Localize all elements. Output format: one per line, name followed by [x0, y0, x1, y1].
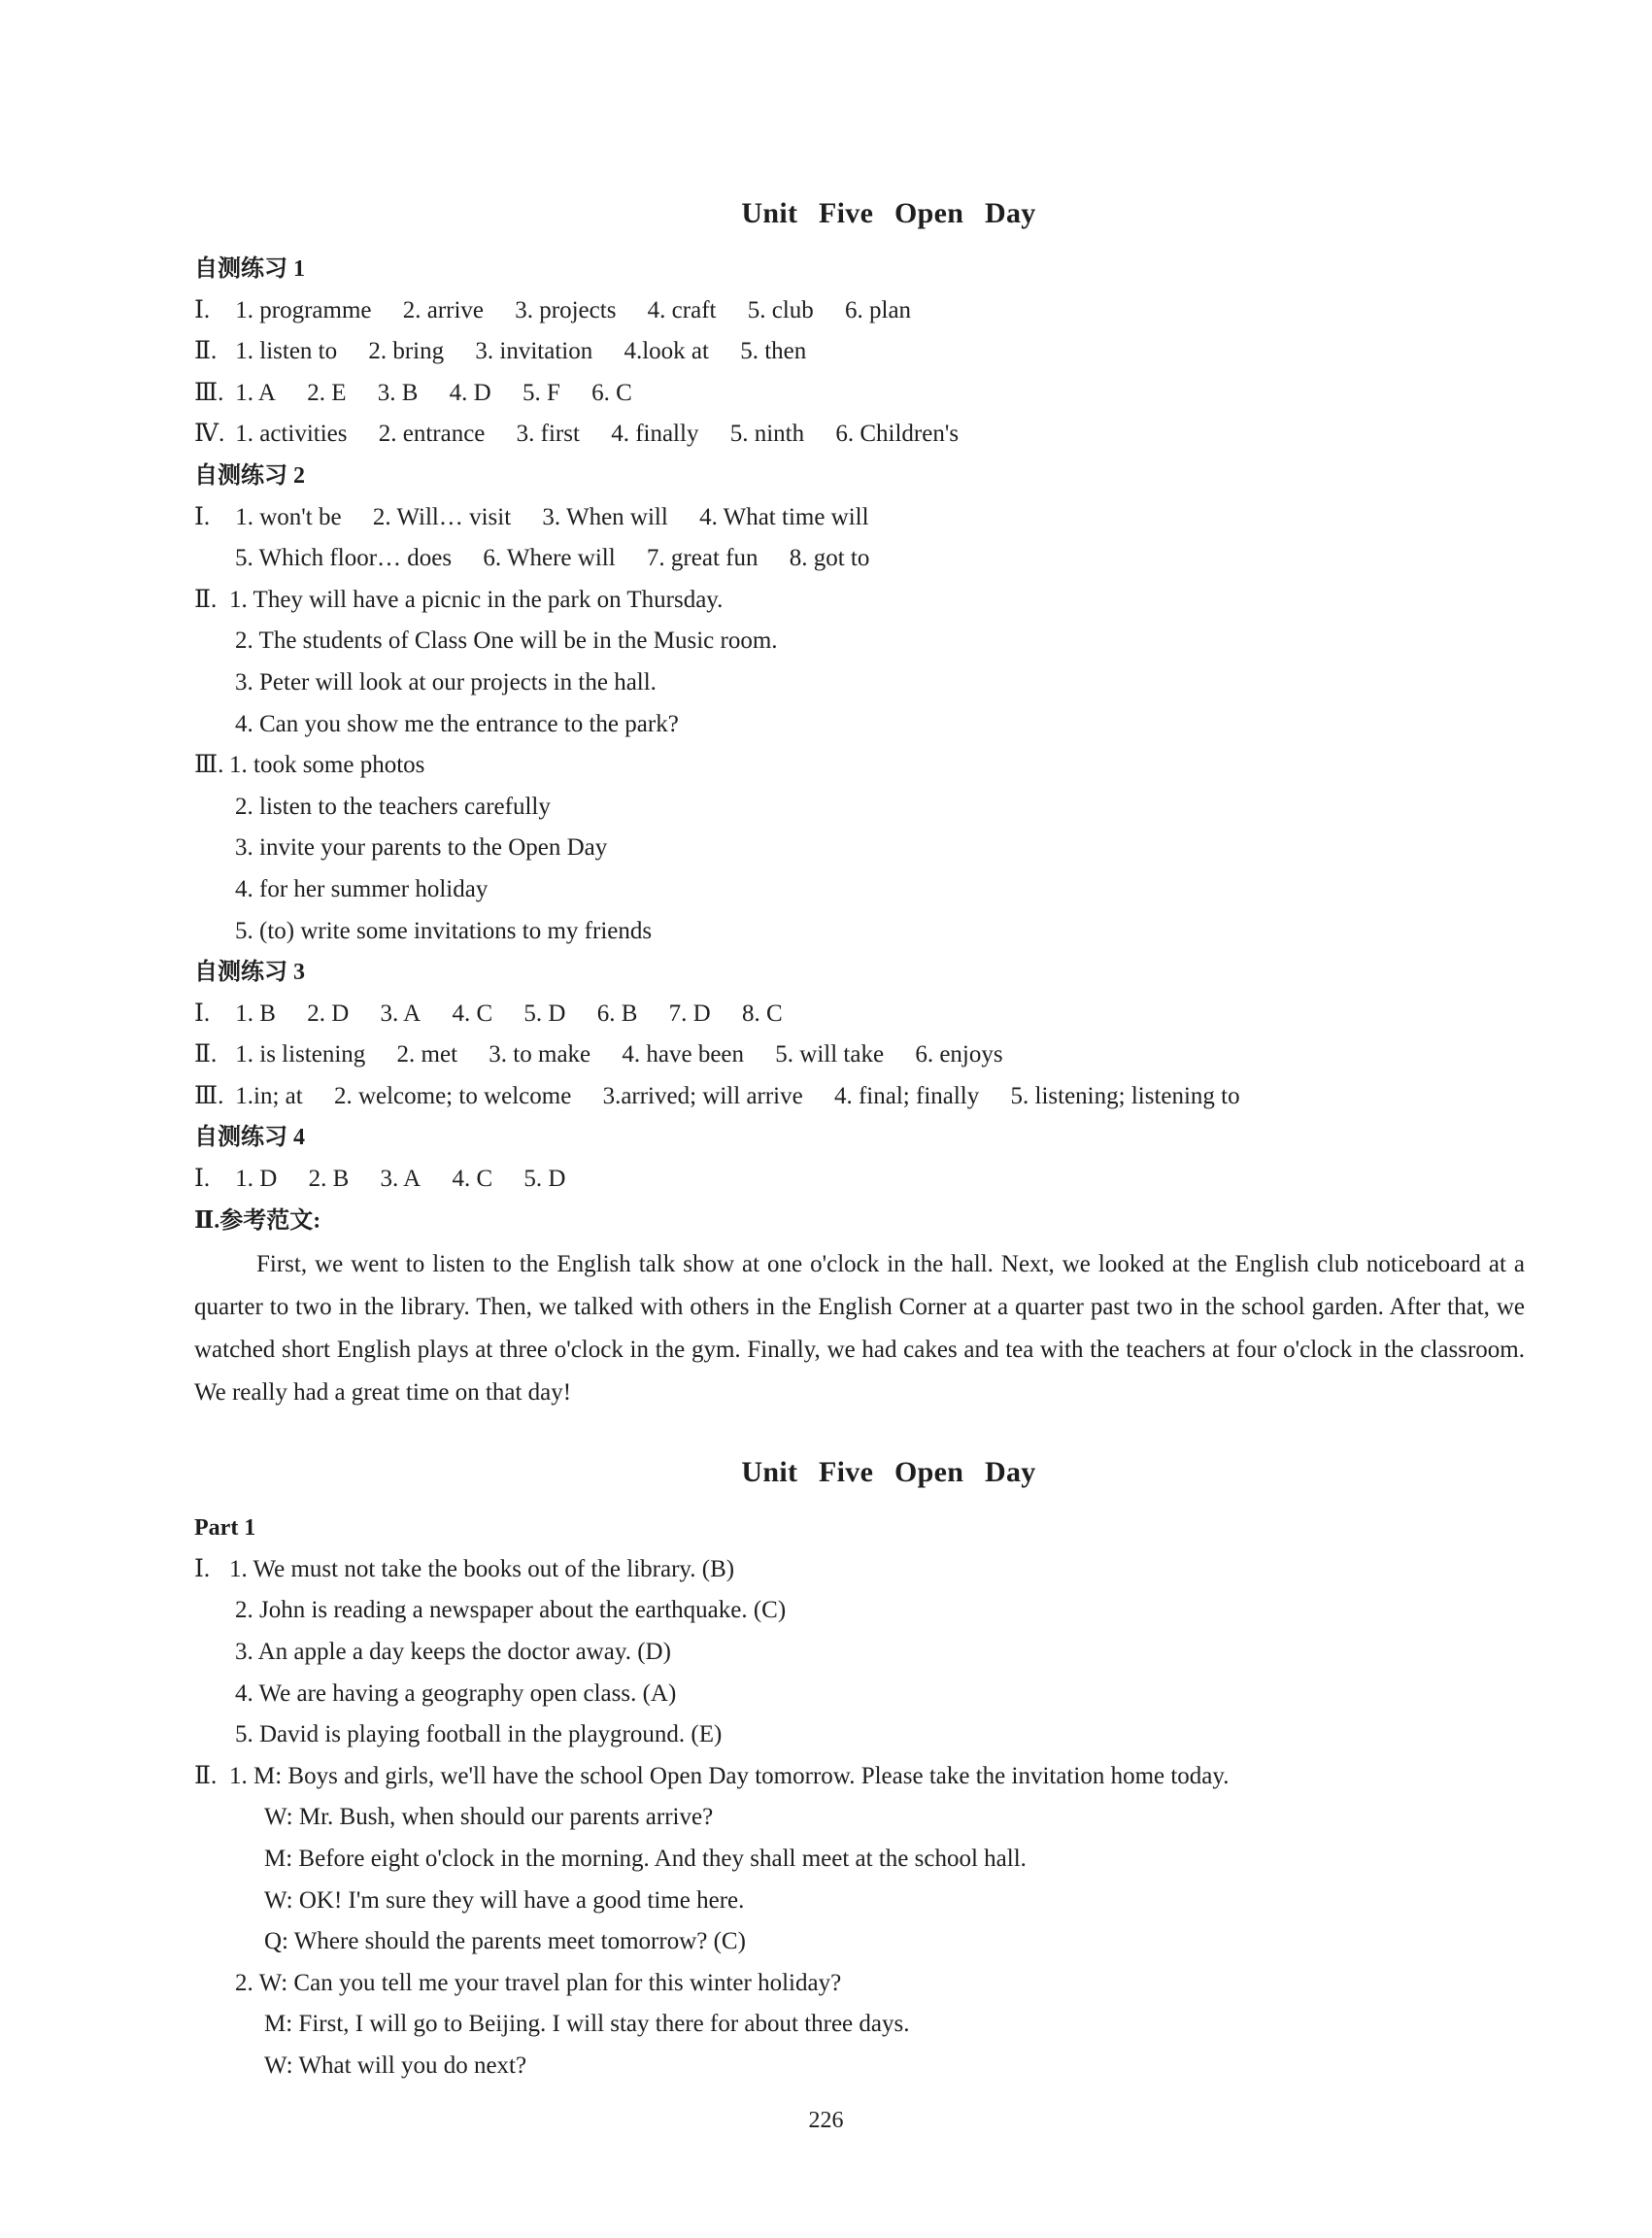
- essay-label: Ⅱ.参考范文:: [194, 1207, 321, 1234]
- dialogue-line: M: Boys and girls, we'll have the school Open Day tomorrow. Please take the invitation home today.: [253, 1762, 1230, 1789]
- answer-item: 5. club: [747, 296, 814, 323]
- answer-item: 1. B: [235, 1000, 276, 1027]
- answer-item: 2. D: [307, 1000, 350, 1027]
- answer-item: 4. D: [449, 379, 491, 406]
- roman-numeral: Ⅰ.: [194, 1166, 211, 1193]
- test-3-group-2: [194, 1034, 1525, 1076]
- test-2-group-1-row-1: [194, 497, 1525, 539]
- answer-item: 6. plan: [845, 296, 912, 323]
- dialogue-line: W: OK! I'm sure they will have a good time here.: [264, 1886, 745, 1914]
- answer-item: 3. invitation: [475, 338, 593, 365]
- answer-item: 2. bring: [368, 338, 445, 365]
- answer-item: 3.arrived; will arrive: [602, 1082, 803, 1109]
- answer-item: 6. Where will: [483, 545, 616, 572]
- answer-item: 3. A: [380, 1000, 421, 1027]
- answer-item: 2. E: [307, 379, 347, 406]
- listening-answer: 3. An apple a day keeps the doctor away. (D): [235, 1639, 671, 1666]
- test-2-label: 自测练习 2: [194, 462, 305, 489]
- answer-item: 1. programme: [235, 296, 372, 323]
- answer-item: 4. craft: [647, 296, 717, 323]
- answer-sentence: 3. Peter will look at our projects in the hall.: [235, 668, 657, 695]
- test-1-label: 自测练习 1: [194, 256, 305, 282]
- answer-item: 4. C: [452, 1166, 493, 1193]
- roman-numeral: Ⅰ.: [194, 1555, 211, 1582]
- page-number: 226: [808, 2108, 844, 2133]
- answer-item: 2. Will… visit: [372, 503, 512, 530]
- roman-numeral: Ⅲ.: [194, 1082, 224, 1109]
- answer-phrase: 2. listen to the teachers carefully: [235, 793, 551, 820]
- answer-item: 3. projects: [515, 296, 617, 323]
- test-1-group-3: [194, 373, 1525, 415]
- roman-numeral: Ⅰ.: [194, 1000, 211, 1027]
- dialogue-question: Q: Where should the parents meet tomorrow? (C): [264, 1928, 746, 1955]
- answer-item: 4. final; finally: [833, 1082, 980, 1109]
- answer-item: 5. ninth: [729, 421, 805, 448]
- dialogue-line: W: Mr. Bush, when should our parents arrive?: [264, 1804, 714, 1831]
- dialogue-number: 1.: [229, 1762, 248, 1789]
- test-1-group-1: [194, 290, 1525, 332]
- answer-item: 6. C: [591, 379, 632, 406]
- part-1-line-1: [194, 1549, 1525, 1591]
- listening-answer: 1. We must not take the books out of the library. (B): [229, 1555, 735, 1582]
- answer-item: 1.in; at: [235, 1082, 303, 1109]
- roman-numeral: Ⅱ.: [194, 586, 218, 613]
- answer-item: 1. A: [235, 379, 276, 406]
- answer-item: 4. finally: [611, 421, 699, 448]
- listening-answer: 5. David is playing football in the playground. (E): [235, 1721, 723, 1748]
- answer-item: 3. When will: [542, 503, 668, 530]
- test-3-label: 自测练习 3: [194, 960, 305, 986]
- answer-item: 2. arrive: [402, 296, 485, 323]
- roman-numeral: Ⅳ.: [194, 421, 225, 448]
- roman-numeral: Ⅰ.: [194, 296, 211, 323]
- answer-item: 2. B: [308, 1166, 350, 1193]
- answer-item: 6. enjoys: [915, 1041, 1003, 1068]
- dialogue-1-line-1: [194, 1756, 1525, 1798]
- dialogue-line: W: Can you tell me your travel plan for this winter holiday?: [258, 1969, 842, 1996]
- answer-item: 6. Children's: [835, 421, 960, 448]
- answer-item: 3. A: [380, 1166, 421, 1193]
- answer-item: 6. B: [596, 1000, 638, 1027]
- answer-phrase: 5. (to) write some invitations to my friends: [235, 917, 653, 944]
- test-2-group-3-line-1: [194, 745, 1525, 787]
- answer-item: 1. won't be: [235, 503, 342, 530]
- answer-phrase: 1. took some photos: [229, 752, 425, 779]
- page-content: [194, 190, 1525, 2087]
- answer-item: 8. C: [741, 1000, 783, 1027]
- answer-item: 5. D: [523, 1000, 566, 1027]
- answer-phrase: 3. invite your parents to the Open Day: [235, 834, 608, 862]
- answer-item: 2. entrance: [378, 421, 486, 448]
- dialogue-2-line-1: [194, 1963, 1525, 2005]
- sample-essay: First, we went to listen to the English talk show at one o'clock in the hall. Next, we looked at the English club noticeboard at a quarter to two in the library. Then, we talked with others in the English Corner at a quarter past two in the school garden. After that, we watched short English plays at three o'clock in the gym. Finally, we had cakes and tea with the teachers at four o'clock in the classroom. We really had a great time on that day!: [194, 1251, 1525, 1407]
- roman-numeral: Ⅲ.: [194, 379, 224, 406]
- test-3-group-3: [194, 1076, 1525, 1118]
- test-1-group-2: [194, 331, 1525, 373]
- answer-item: 5. listening; listening to: [1010, 1082, 1240, 1109]
- answer-sentence: 1. They will have a picnic in the park on Thursday.: [229, 586, 724, 613]
- answer-sentence: 4. Can you show me the entrance to the park?: [235, 710, 679, 737]
- answer-item: 1. listen to: [235, 338, 338, 365]
- answer-item: 5. F: [522, 379, 560, 406]
- answer-item: 7. great fun: [646, 545, 759, 572]
- roman-numeral: Ⅱ.: [194, 338, 218, 365]
- test-2-group-1-row-2: [194, 538, 1525, 580]
- test-3-group-1: [194, 994, 1525, 1035]
- answer-item: 1. activities: [235, 421, 348, 448]
- answer-item: 1. D: [235, 1166, 278, 1193]
- answer-item: 3. first: [516, 421, 580, 448]
- answer-item: 8. got to: [789, 545, 870, 572]
- answer-item: 1. is listening: [235, 1041, 366, 1068]
- unit-heading-1: Unit Five Open Day: [741, 197, 1036, 229]
- test-1-group-4: [194, 414, 1525, 456]
- dialogue-number: 2.: [235, 1969, 253, 1996]
- answer-item: 4. C: [452, 1000, 493, 1027]
- answer-item: 5. D: [523, 1166, 566, 1193]
- answer-item: 3. to make: [489, 1041, 591, 1068]
- answer-item: 4.look at: [624, 338, 709, 365]
- roman-numeral: Ⅲ.: [194, 752, 224, 779]
- dialogue-line: W: What will you do next?: [264, 2052, 527, 2079]
- test-2-group-2-line-1: [194, 580, 1525, 622]
- unit-heading-2: Unit Five Open Day: [741, 1456, 1036, 1489]
- answer-item: 2. welcome; to welcome: [333, 1082, 572, 1109]
- answer-item: 7. D: [668, 1000, 711, 1027]
- answer-phrase: 4. for her summer holiday: [235, 875, 489, 902]
- answer-item: 3. B: [377, 379, 419, 406]
- roman-numeral: Ⅰ.: [194, 503, 211, 530]
- listening-answer: 4. We are having a geography open class. (A): [235, 1679, 677, 1707]
- roman-numeral: Ⅱ.: [194, 1041, 218, 1068]
- test-4-group-1: [194, 1159, 1525, 1201]
- listening-answer: 2. John is reading a newspaper about the earthquake. (C): [235, 1597, 787, 1624]
- answer-item: 4. What time will: [699, 503, 869, 530]
- roman-numeral: Ⅱ.: [194, 1762, 218, 1789]
- answer-item: 5. then: [740, 338, 807, 365]
- answer-item: 5. will take: [775, 1041, 885, 1068]
- dialogue-line: M: First, I will go to Beijing. I will stay there for about three days.: [264, 2011, 910, 2038]
- dialogue-line: M: Before eight o'clock in the morning. And they shall meet at the school hall.: [264, 1846, 1027, 1872]
- answer-item: 4. have been: [622, 1041, 745, 1068]
- test-4-label: 自测练习 4: [194, 1125, 305, 1151]
- part-1-label: Part 1: [194, 1515, 256, 1542]
- answer-item: 2. met: [396, 1041, 458, 1068]
- answer-item: 5. Which floor… does: [235, 545, 453, 572]
- answer-sentence: 2. The students of Class One will be in the Music room.: [235, 627, 778, 655]
